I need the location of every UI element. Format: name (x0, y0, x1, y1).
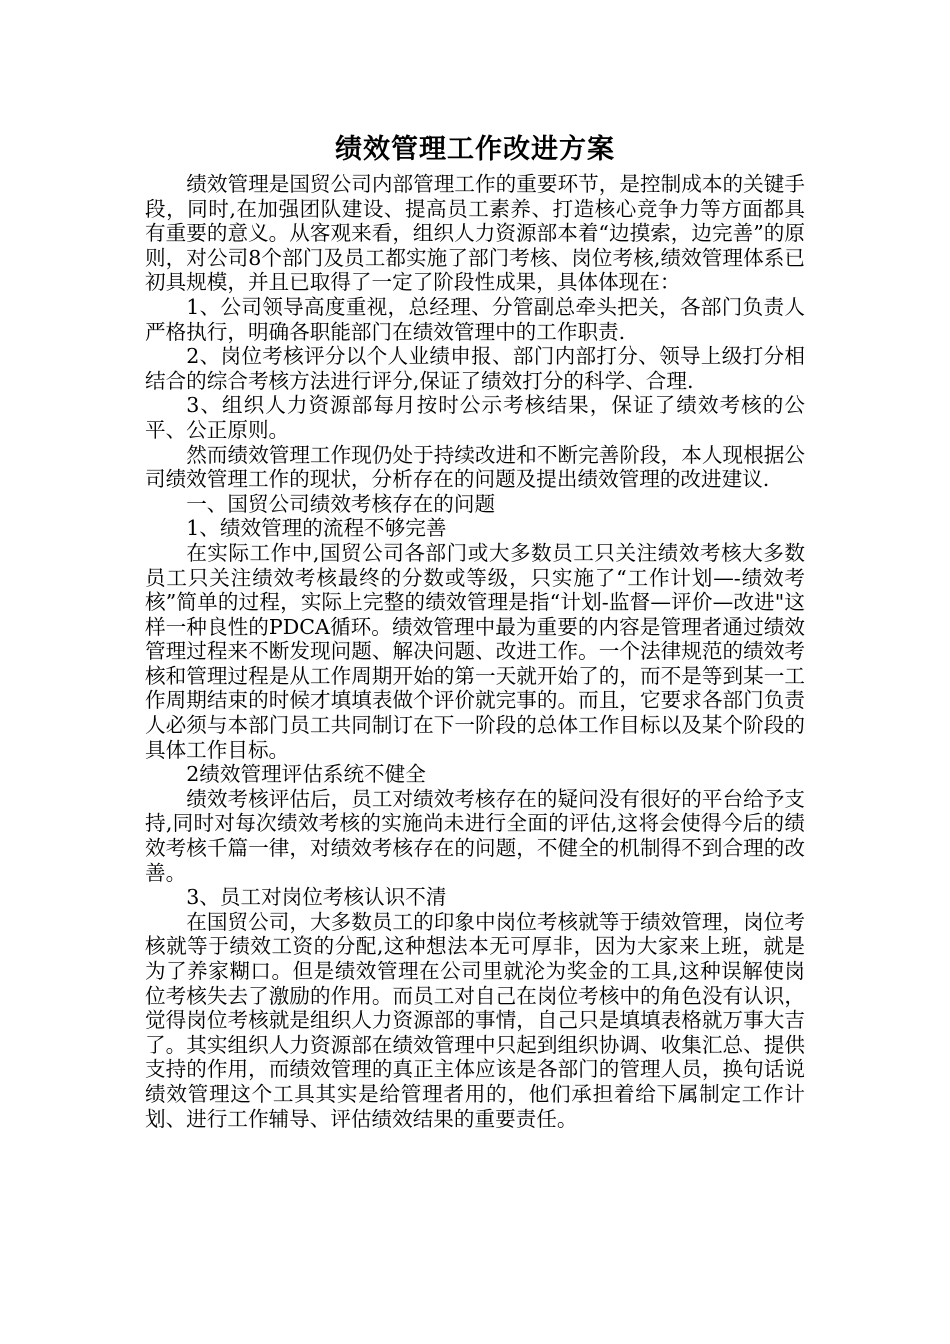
subheading-process: 1、绩效管理的流程不够完善 (186, 516, 447, 541)
paragraph-point-1: 1、公司领导高度重视，总经理、分管副总牵头把关，各部门负责人严格执行，明确各职能部门在绩效管理中的工作职责. (145, 294, 805, 344)
paragraph-evaluation: 绩效考核评估后，员工对绩效考核存在的疑问没有很好的平台给予支持,同时对每次绩效考核的实施尚未进行全面的评估,这将会使得今后的绩效考核千篇一律，对绩效考核存在的问题，不健全的机制得不到合理的改善。 (145, 786, 805, 885)
subheading-awareness: 3、员工对岗位考核认识不清 (186, 885, 447, 910)
paragraph-awareness: 在国贸公司，大多数员工的印象中岗位考核就等于绩效管理，岗位考核就等于绩效工资的分配,这种想法本无可厚非，因为大家来上班，就是为了养家糊口。但是绩效管理在公司里就沦为奖金的工具,这种误解使岗位考核失去了激励的作用。而员工对自己在岗位考核中的角色没有认识，觉得岗位考核就是组织人力资源部的事情，自己只是填填表格就万事大吉了。其实组织人力资源部在绩效管理中只起到组织协调、收集汇总、提供支持的作用，而绩效管理的真正主体应该是各部门的管理人员，换句话说绩效管理这个工具其实是给管理者用的，他们承担着给下属制定工作计划、进行工作辅导、评估绩效结果的重要责任。 (145, 909, 805, 1131)
paragraph-process: 在实际工作中,国贸公司各部门或大多数员工只关注绩效考核大多数员工只关注绩效考核最终的分数或等级，只实施了“工作计划—-绩效考核”简单的过程，实际上完整的绩效管理是指“计划-监督—评价—改进"这样一种良性的PDCA循环。绩效管理中最为重要的内容是管理者通过绩效管理过程来不断发现问题、解决问题、改进工作。一个法律规范的绩效考核和管理过程是从工作周期开始的第一天就开始了的，而不是等到某一工作周期结束的时候才填填表做个评价就完事的。而且，它要求各部门负责人必须与本部门员工共同制订在下一阶段的总体工作目标以及某个阶段的具体工作目标。 (145, 540, 805, 762)
paragraph-point-3: 3、组织人力资源部每月按时公示考核结果，保证了绩效考核的公平、公正原则。 (145, 393, 805, 442)
section-heading-problems: 一、国贸公司绩效考核存在的问题 (186, 491, 496, 516)
document-title: 绩效管理工作改进方案 (335, 134, 615, 165)
paragraph-transition: 然而绩效管理工作现仍处于持续改进和不断完善阶段，本人现根据公司绩效管理工作的现状，分析存在的问题及提出绩效管理的改进建议. (145, 442, 805, 492)
paragraph-intro: 绩效管理是国贸公司内部管理工作的重要环节，是控制成本的关键手段，同时,在加强团队建设、提高员工素养、打造核心竞争力等方面都具有重要的意义。从客观来看，组织人力资源部本着“边摸索，边完善”的原则，对公司8个部门及员工都实施了部门考核、岗位考核,绩效管理体系已初具规模，并且已取得了一定了阶段性成果，具体体现在： (145, 172, 805, 295)
subheading-evaluation: 2绩效管理评估系统不健全 (186, 762, 426, 787)
paragraph-point-2: 2、岗位考核评分以个人业绩申报、部门内部打分、领导上级打分相结合的综合考核方法进行评分,保证了绩效打分的科学、合理. (145, 344, 805, 393)
document-page (145, 130, 805, 1131)
